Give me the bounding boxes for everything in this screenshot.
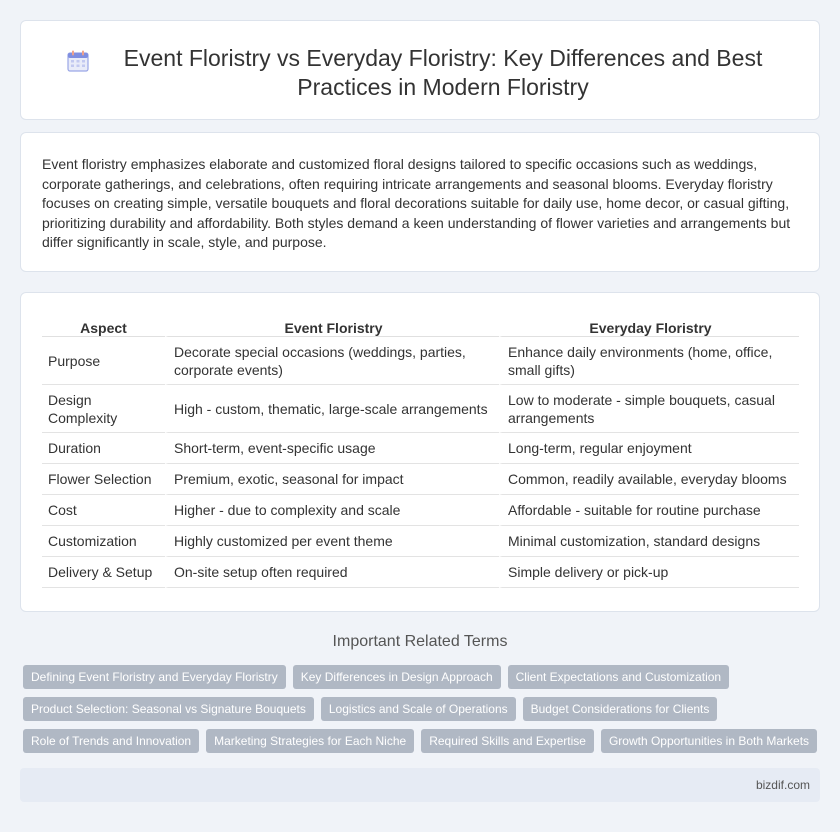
intro-paragraph: Event floristry emphasizes elaborate and customized floral designs tailored to specific occasions such as weddings, corporate gatherings, and celebrations, often requiring intricate arrangements and seasonal blooms. Everyday floristry focuses on creating simple, versatile bouquets and floral decorations suitable for daily use, home decor, or casual gifting, prioritizing durability and affordability. Both styles demand a keen understanding of flower varieties and arrangements but differ significantly in scale, style, and purpose. <box>42 156 791 251</box>
table-cell: Low to moderate - simple bouquets, casual arrangements <box>499 385 799 433</box>
related-term-tag[interactable]: Marketing Strategies for Each Niche <box>206 729 414 753</box>
table-row <box>42 557 799 588</box>
related-term-tag[interactable]: Logistics and Scale of Operations <box>321 697 516 721</box>
table-row <box>42 337 799 385</box>
column-header: Event Floristry <box>165 315 499 337</box>
footer-site-link[interactable]: bizdif.com <box>755 778 810 792</box>
related-term-tag[interactable]: Role of Trends and Innovation <box>23 729 199 753</box>
column-header: Everyday Floristry <box>499 315 799 337</box>
tag-row <box>23 729 823 753</box>
related-term-tag[interactable]: Required Skills and Expertise <box>421 729 594 753</box>
table-cell: Design Complexity <box>42 385 165 433</box>
table-row <box>42 385 799 433</box>
calendar-icon <box>67 50 89 72</box>
table-cell: Higher - due to complexity and scale <box>165 495 499 526</box>
table-row <box>42 464 799 495</box>
tag-row <box>23 665 823 689</box>
comparison-card <box>20 292 820 612</box>
footer <box>20 768 820 802</box>
table-cell: Purpose <box>42 337 165 385</box>
header-card <box>20 20 820 120</box>
table-row <box>42 495 799 526</box>
table-cell: Premium, exotic, seasonal for impact <box>165 464 499 495</box>
table-cell: Highly customized per event theme <box>165 526 499 557</box>
table-cell: On-site setup often required <box>165 557 499 588</box>
related-term-tag[interactable]: Defining Event Floristry and Everyday Floristry <box>23 665 286 689</box>
table-cell: High - custom, thematic, large-scale arrangements <box>165 385 499 433</box>
related-term-tag[interactable]: Client Expectations and Customization <box>508 665 729 689</box>
related-terms-title: Important Related Terms <box>332 633 508 650</box>
related-term-tag[interactable]: Key Differences in Design Approach <box>293 665 501 689</box>
table-cell: Minimal customization, standard designs <box>499 526 799 557</box>
table-header-row <box>42 315 799 337</box>
intro-card <box>20 132 820 272</box>
table-cell: Duration <box>42 433 165 464</box>
related-term-tag[interactable]: Budget Considerations for Clients <box>523 697 718 721</box>
tag-row <box>23 697 823 721</box>
table-cell: Affordable - suitable for routine purchase <box>499 495 799 526</box>
column-header: Aspect <box>42 315 165 337</box>
page-title: Event Floristry vs Everyday Floristry: Key Differences and Best Practices in Modern Floristry <box>123 45 763 100</box>
table-cell: Enhance daily environments (home, office, small gifts) <box>499 337 799 385</box>
related-terms <box>23 665 823 761</box>
table-row <box>42 433 799 464</box>
table-cell: Simple delivery or pick-up <box>499 557 799 588</box>
table-cell: Cost <box>42 495 165 526</box>
table-row <box>42 526 799 557</box>
table-cell: Decorate special occasions (weddings, parties, corporate events) <box>165 337 499 385</box>
related-term-tag[interactable]: Product Selection: Seasonal vs Signature Bouquets <box>23 697 314 721</box>
table-cell: Customization <box>42 526 165 557</box>
table-cell: Short-term, event-specific usage <box>165 433 499 464</box>
related-term-tag[interactable]: Growth Opportunities in Both Markets <box>601 729 817 753</box>
table-cell: Common, readily available, everyday blooms <box>499 464 799 495</box>
table-cell: Delivery & Setup <box>42 557 165 588</box>
comparison-table <box>42 315 799 588</box>
table-cell: Flower Selection <box>42 464 165 495</box>
table-cell: Long-term, regular enjoyment <box>499 433 799 464</box>
